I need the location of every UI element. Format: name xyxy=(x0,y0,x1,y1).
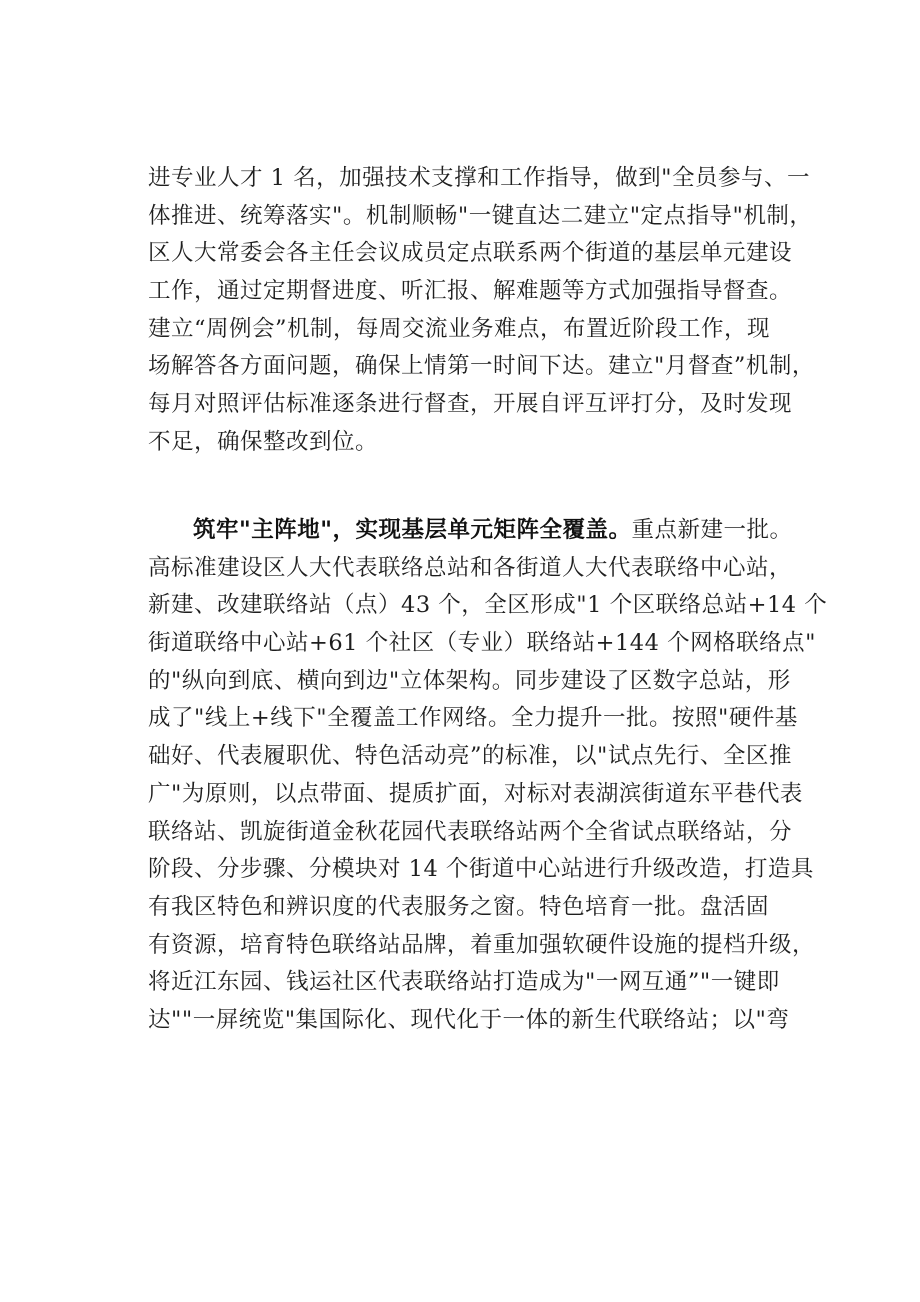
text-line: 有资源，培育特色联络站品牌，着重加强软硬件设施的提档升级， xyxy=(148,931,816,958)
text-line: 的"纵向到底、横向到边"立体架构。同步建设了区数字总站，形 xyxy=(148,667,791,694)
text-line: 建立“周例会”机制，每周交流业务难点，布置近阶段工作，现 xyxy=(148,315,771,342)
text-line: 阶段、分步骤、分模块对 14 个街道中心站进行升级改造，打造具 xyxy=(148,856,814,883)
text-line: 广"为原则，以点带面、提质扩面，对标对表湖滨街道东平巷代表 xyxy=(148,780,803,807)
text-line: 工作，通过定期督进度、听汇报、解难题等方式加强指导督查。 xyxy=(148,278,793,305)
text-line: 新建、改建联络站（点）43 个，全区形成"1 个区联络总站+14 个 xyxy=(148,592,828,619)
text-line: 础好、代表履职优、特色活动亮”的标准，以"试点先行、全区推 xyxy=(148,743,792,770)
paragraph-first-line-text: 重点新建一批。 xyxy=(631,517,793,543)
paragraph-mechanism xyxy=(148,160,828,462)
text-line: 有我区特色和辨识度的代表服务之窗。特色培育一批。盘活固 xyxy=(148,893,770,920)
paragraph-main-position xyxy=(148,512,828,1040)
text-line: 区人大常委会各主任会议成员定点联系两个街道的基层单元建设 xyxy=(148,240,793,267)
paragraph-heading: 筑牢"主阵地"，实现基层单元矩阵全覆盖。 xyxy=(193,517,632,543)
paragraph-first-line xyxy=(148,512,828,550)
text-line: 将近江东园、钱运社区代表联络站打造成为"一网互通”"一键即 xyxy=(148,969,780,996)
text-line: 成了"线上+线下"全覆盖工作网络。全力提升一批。按照"硬件基 xyxy=(148,705,798,732)
text-line: 每月对照评估标准逐条进行督查，开展自评互评打分，及时发现 xyxy=(148,391,793,418)
text-line: 进专业人才 1 名，加强技术支撑和工作指导，做到"全员参与、一 xyxy=(148,165,810,191)
text-line: 联络站、凯旋街道金秋花园代表联络站两个全省试点联络站，分 xyxy=(148,818,793,845)
text-line: 街道联络中心站+61 个社区（专业）联络站+144 个网格联络点" xyxy=(148,630,816,657)
text-line: 场解答各方面问题，确保上情第一时间下达。建立"月督查”机制， xyxy=(148,353,815,380)
text-line: 达""一屏统览"集国际化、现代化于一体的新生代联络站；以"弯 xyxy=(148,1006,790,1033)
text-line: 高标准建设区人大代表联络总站和各街道人大代表联络中心站， xyxy=(148,554,793,581)
text-line: 体推进、统筹落实"。机制顺畅"一键直达二建立"定点指导"机制， xyxy=(148,202,813,229)
text-line: 不足，确保整改到位。 xyxy=(148,428,379,455)
